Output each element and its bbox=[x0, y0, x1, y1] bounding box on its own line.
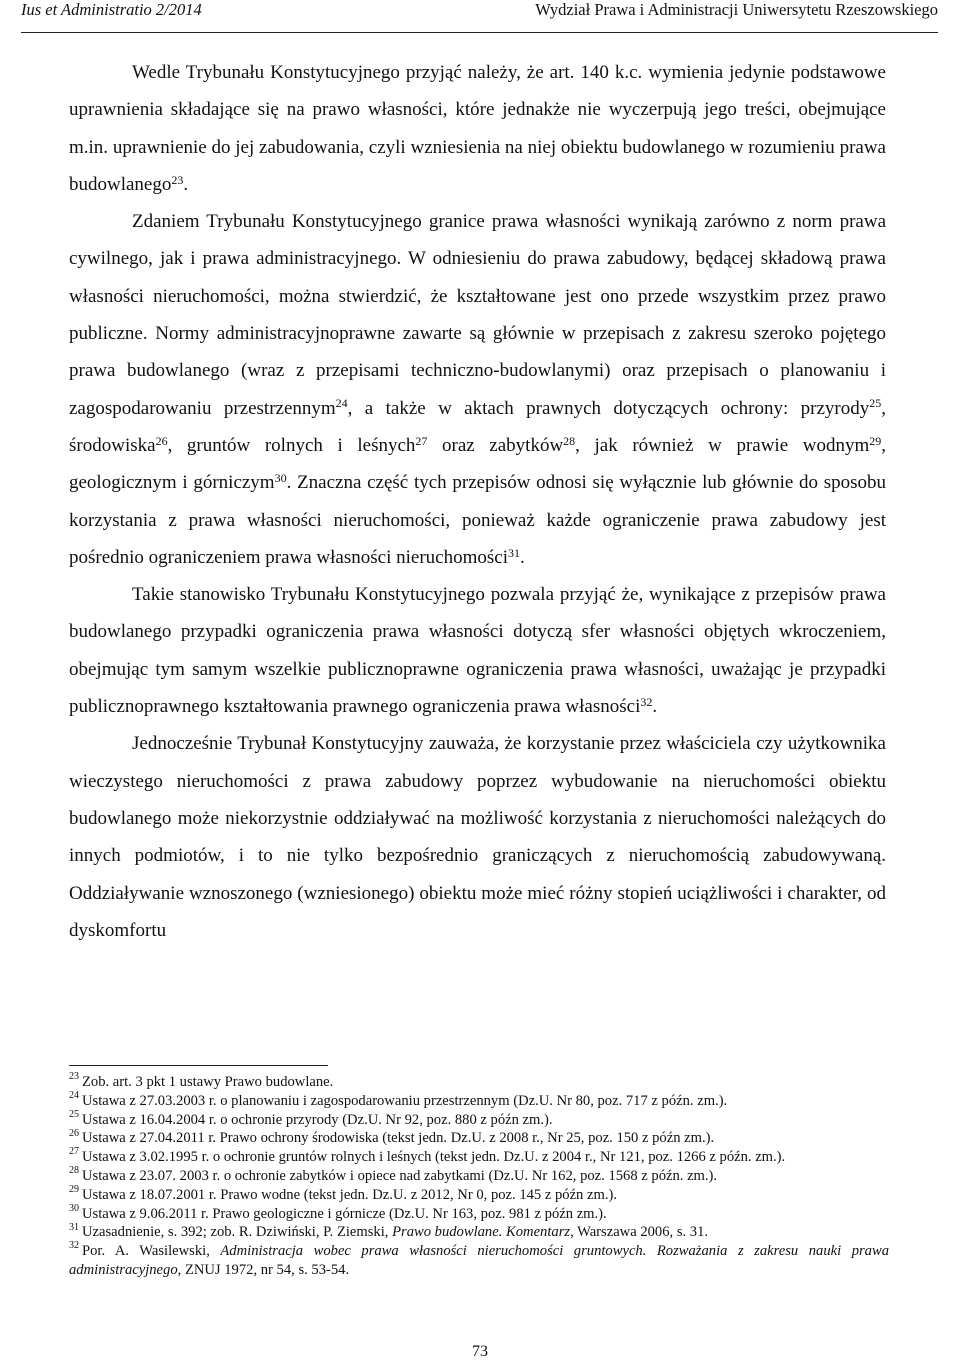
paragraph bbox=[69, 576, 886, 725]
footnote-number: 23 bbox=[69, 1071, 79, 1083]
footnote-ref[interactable]: 29 bbox=[869, 433, 882, 448]
footnote-text: Ustawa z 27.03.2003 r. o planowaniu i zagospodarowaniu przestrzennym (Dz.U. Nr 80, poz. 717 z późn. zm.). bbox=[82, 1092, 728, 1109]
footnote-text: Por. A. Wasilewski, bbox=[82, 1243, 221, 1260]
footnote bbox=[69, 1073, 889, 1092]
footnote-ref[interactable]: 25 bbox=[869, 396, 882, 411]
text-run: . bbox=[652, 696, 658, 718]
footnote-ref[interactable]: 27 bbox=[415, 433, 428, 448]
text-run: Wedle Trybunału Konstytucyjnego przyjąć należy, że art. 140 k.c. wymienia jedynie podstawowe uprawnienia składające się na prawo własności, które jednakże nie wyczerpują jego treści, obejmujące m.in. uprawnienie do jej zabudowania, czyli wzniesienia na niej obiektu budowlanego w rozumieniu prawa budowlanego bbox=[69, 62, 886, 195]
footnote bbox=[69, 1223, 889, 1242]
footnote bbox=[69, 1089, 889, 1111]
footnote-separator bbox=[69, 1065, 328, 1066]
footnote-number: 24 bbox=[69, 1089, 79, 1101]
paragraph bbox=[69, 203, 886, 576]
footnote-text: Ustawa z 27.04.2011 r. Prawo ochrony środowiska (tekst jedn. Dz.U. z 2008 r., Nr 25, poz. 150 z późn zm.). bbox=[82, 1130, 715, 1147]
footnote-number: 25 bbox=[69, 1108, 79, 1120]
cited-title: Administracja wobec prawa własności nieruchomości gruntowych. Rozważania z zakresu nauki prawa administracyjnego bbox=[69, 1243, 890, 1278]
footnote-text: Ustawa z 9.06.2011 r. Prawo geologiczne i górnicze (Dz.U. Nr 163, poz. 981 z późn zm.). bbox=[82, 1205, 607, 1222]
text-run: oraz zabytków bbox=[427, 434, 564, 456]
footnote-ref[interactable]: 24 bbox=[335, 396, 348, 411]
footnote-number: 27 bbox=[69, 1146, 79, 1158]
footnote-ref[interactable]: 30 bbox=[274, 470, 287, 485]
text-run: . bbox=[183, 173, 189, 195]
journal-title: Ius et Administratio 2/2014 bbox=[21, 0, 202, 19]
text-run: , jak również w prawie wodnym bbox=[575, 434, 870, 456]
footnote bbox=[69, 1148, 889, 1167]
footnote-number: 31 bbox=[69, 1221, 79, 1233]
footnote-text: Ustawa z 3.02.1995 r. o ochronie gruntów rolnych i leśnych (tekst jedn. Dz.U. z 2004 r., Nr 121, poz. 1266 z późn. zm.). bbox=[82, 1149, 786, 1166]
footnote-number: 30 bbox=[69, 1202, 79, 1214]
main-text bbox=[69, 54, 886, 949]
running-header bbox=[21, 0, 938, 33]
text-run: . bbox=[519, 546, 525, 568]
footnote-text: Ustawa z 18.07.2001 r. Prawo wodne (tekst jedn. Dz.U. z 2012, Nr 0, poz. 145 z późn zm.). bbox=[82, 1186, 617, 1203]
footnote-number: 28 bbox=[69, 1165, 79, 1177]
footnote-number: 32 bbox=[69, 1240, 79, 1252]
cited-title: Prawo budowlane. Komentarz bbox=[392, 1224, 571, 1241]
footnote-ref[interactable]: 23 bbox=[171, 172, 184, 187]
footnote bbox=[69, 1242, 889, 1280]
text-run: , geologicznym i górniczym bbox=[69, 434, 886, 494]
footnote bbox=[69, 1183, 889, 1205]
footnote-number: 29 bbox=[69, 1183, 79, 1195]
footnote bbox=[69, 1108, 889, 1130]
institution-name: Wydział Prawa i Administracji Uniwersytetu Rzeszowskiego bbox=[535, 0, 938, 19]
footnote bbox=[69, 1129, 889, 1148]
paragraph bbox=[69, 54, 886, 203]
text-run: , gruntów rolnych i leśnych bbox=[167, 434, 416, 456]
footnote-ref[interactable]: 28 bbox=[563, 433, 576, 448]
text-run: Takie stanowisko Trybunału Konstytucyjnego pozwala przyjąć że, wynikające z przepisów prawa budowlanego przypadki ograniczenia prawa własności dotyczą sfer własności objętych wkroczeniem, obejmując tym samym wszelkie publicznoprawne ograniczenia prawa własności, uważając je przypadki publicznoprawnego kształtowania prawnego ograniczenia prawa własności bbox=[69, 584, 886, 718]
footnote-number: 26 bbox=[69, 1127, 79, 1139]
footnote-text: Ustawa z 23.07. 2003 r. o ochronie zabytków i opiece nad zabytkami (Dz.U. Nr 162, poz. 1568 z późn. zm.). bbox=[82, 1167, 718, 1184]
footnote bbox=[69, 1167, 889, 1186]
footnote bbox=[69, 1202, 889, 1224]
text-run: Zdaniem Trybunału Konstytucyjnego granice prawa własności wynikają zarówno z norm prawa cywilnego, jak i prawa administracyjnego. W odniesieniu do prawa zabudowy, będącej składową prawa własności nieruchomości, można stwierdzić, że kształtowane jest ono przede wszystkim przez prawo publiczne. Normy administracyjnoprawne zawarte są głównie w przepisach z zakresu szeroko pojętego prawa budowlanego (wraz z przepisami techniczno-budowlanymi) oraz przepisach o planowaniu i zagospodarowaniu przestrzennym bbox=[69, 211, 886, 419]
paragraph: Jednocześnie Trybunał Konstytucyjny zauważa, że korzystanie przez właściciela czy użytkownika wieczystego nieruchomości z prawa zabudowy poprzez wybudowanie na nieruchomości obiektu budowlanego może niekorzystnie oddziaływać na możliwość korzystania z nieruchomości należących do innych podmiotów, i to nie tylko bezpośrednio graniczących z nieruchomością zabudowywaną. Oddziaływanie wznoszonego (wzniesionego) obiektu może mieć różny stopień uciążliwości i charakter, od dyskomfortu bbox=[69, 733, 886, 941]
footnote-text: Zob. art. 3 pkt 1 ustawy Prawo budowlane. bbox=[82, 1074, 334, 1090]
footnotes bbox=[69, 1073, 889, 1280]
footnote-ref[interactable]: 31 bbox=[507, 545, 520, 560]
page-number: 73 bbox=[472, 1343, 488, 1360]
text-run: . Znaczna część tych przepisów odnosi się wyłącznie lub głównie do sposobu korzystania z prawa własności nieruchomości, ponieważ każde ograniczenie prawa zabudowy jest pośrednio ograniczeniem prawa własności nieruchomości bbox=[69, 472, 886, 568]
footnote-text: , Warszawa 2006, s. 31. bbox=[570, 1224, 709, 1241]
footnote-ref[interactable]: 26 bbox=[155, 433, 168, 448]
text-run: , środowiska bbox=[69, 397, 886, 456]
footnote-ref[interactable]: 32 bbox=[640, 694, 653, 709]
footnote-text: Uzasadnienie, s. 392; zob. R. Dziwiński, P. Ziemski, bbox=[82, 1224, 393, 1241]
footnote-text: Ustawa z 16.04.2004 r. o ochronie przyrody (Dz.U. Nr 92, poz. 880 z późn zm.). bbox=[82, 1111, 553, 1128]
text-run: , a także w aktach prawnych dotyczących ochrony: przyrody bbox=[347, 397, 870, 419]
footnote-text: , ZNUJ 1972, nr 54, s. 53-54. bbox=[177, 1261, 350, 1278]
